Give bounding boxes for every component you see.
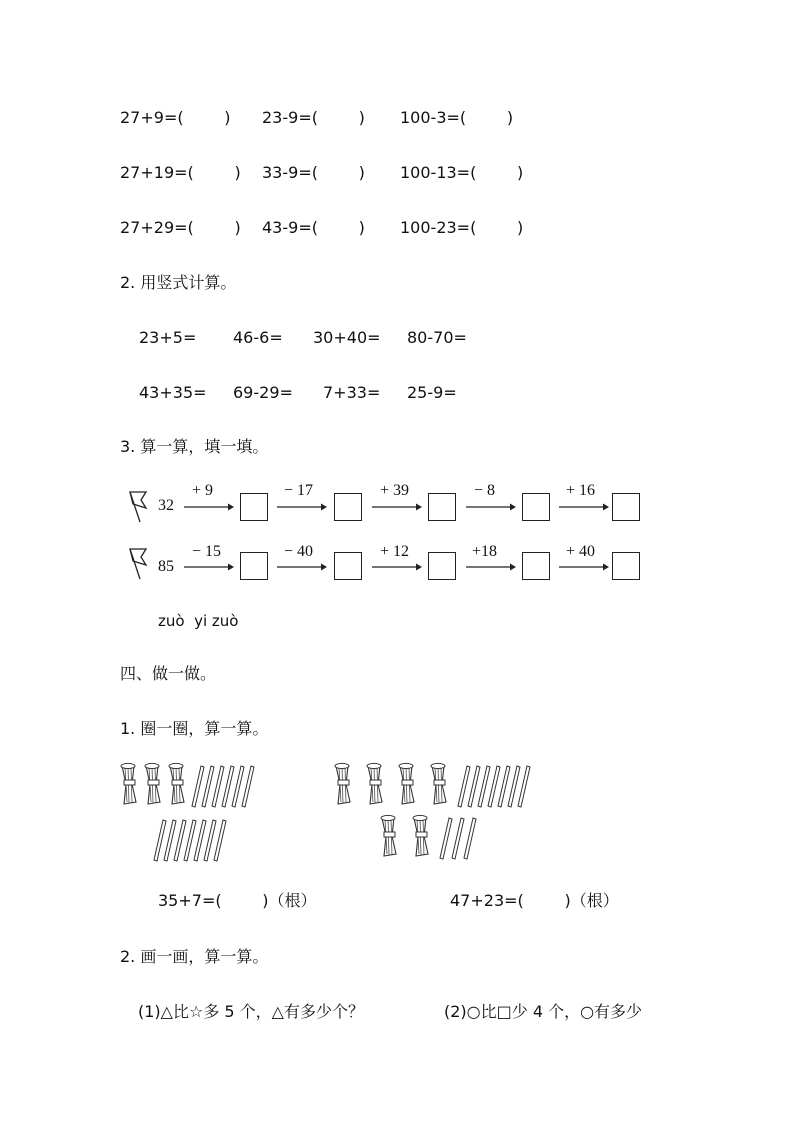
q4-2-heading: 2. 画一画，算一算。 [120, 947, 269, 966]
chain-start-number: 32 [158, 497, 174, 514]
answer-box[interactable] [334, 552, 362, 580]
arrow-icon [466, 562, 516, 572]
answer-box[interactable] [240, 493, 268, 521]
arrow-icon [559, 502, 609, 512]
vertical-calc-item: 23+5= [139, 328, 197, 347]
bundled-sticks-left-illustration [118, 760, 278, 870]
chain-operation: − 15 [192, 543, 222, 560]
oral-item: 100-3=( ) [400, 108, 514, 127]
vertical-calc-item: 80-70= [407, 328, 467, 347]
arrow-icon [184, 502, 234, 512]
arrow-icon [277, 502, 327, 512]
chain-operation: − 40 [284, 543, 314, 560]
chain-operation: + 9 [192, 482, 214, 499]
q4-2-part-2: (2)○比□少 4 个，○有多少 [444, 1002, 643, 1021]
arrow-icon [277, 562, 327, 572]
arrow-icon [184, 562, 234, 572]
vertical-calc-item: 46-6= [233, 328, 283, 347]
oral-item: 100-13=( ) [400, 163, 524, 182]
answer-box[interactable] [522, 552, 550, 580]
flag-icon [124, 488, 152, 524]
flag-icon [124, 545, 152, 581]
chain-operation: + 39 [380, 482, 410, 499]
chain-operation: − 17 [284, 482, 314, 499]
pinyin-line: zuò yi zuò [158, 612, 239, 630]
q3-heading: 3. 算一算，填一填。 [120, 437, 269, 456]
oral-item: 27+29=( ) [120, 218, 241, 237]
q4-2-part-1: (1)△比☆多 5 个，△有多少个？ [138, 1002, 364, 1021]
answer-box[interactable] [612, 493, 640, 521]
arrow-icon [372, 562, 422, 572]
answer-box[interactable] [612, 552, 640, 580]
oral-item: 27+9=( ) [120, 108, 231, 127]
answer-box[interactable] [428, 552, 456, 580]
chain-operation: + 12 [380, 543, 410, 560]
vertical-calc-item: 7+33= [323, 383, 381, 402]
vertical-calc-item: 25-9= [407, 383, 457, 402]
vertical-calc-item: 30+40= [313, 328, 381, 347]
chain-start-number: 85 [158, 558, 174, 575]
oral-item: 27+19=( ) [120, 163, 241, 182]
answer-box[interactable] [240, 552, 268, 580]
vertical-calc-item: 69-29= [233, 383, 293, 402]
oral-item: 43-9=( ) [262, 218, 365, 237]
oral-item: 23-9=( ) [262, 108, 365, 127]
answer-box[interactable] [522, 493, 550, 521]
sticks-equation-left: 35+7=( )（根） [158, 891, 317, 910]
bundled-sticks-right-illustration [332, 760, 542, 870]
sticks-equation-right: 47+23=( )（根） [450, 891, 619, 910]
arrow-icon [559, 562, 609, 572]
chain-operation: + 40 [566, 543, 596, 560]
arrow-icon [466, 502, 516, 512]
chain-operation: − 8 [474, 482, 496, 499]
q4-1-heading: 1. 圈一圈，算一算。 [120, 719, 269, 738]
section-4-heading: 四、做一做。 [120, 664, 217, 683]
answer-box[interactable] [334, 493, 362, 521]
oral-item: 100-23=( ) [400, 218, 524, 237]
vertical-calc-item: 43+35= [139, 383, 207, 402]
q2-heading: 2. 用竖式计算。 [120, 273, 237, 292]
answer-box[interactable] [428, 493, 456, 521]
oral-item: 33-9=( ) [262, 163, 365, 182]
chain-operation: + 16 [566, 482, 596, 499]
chain-operation: +18 [472, 543, 498, 560]
arrow-icon [372, 502, 422, 512]
